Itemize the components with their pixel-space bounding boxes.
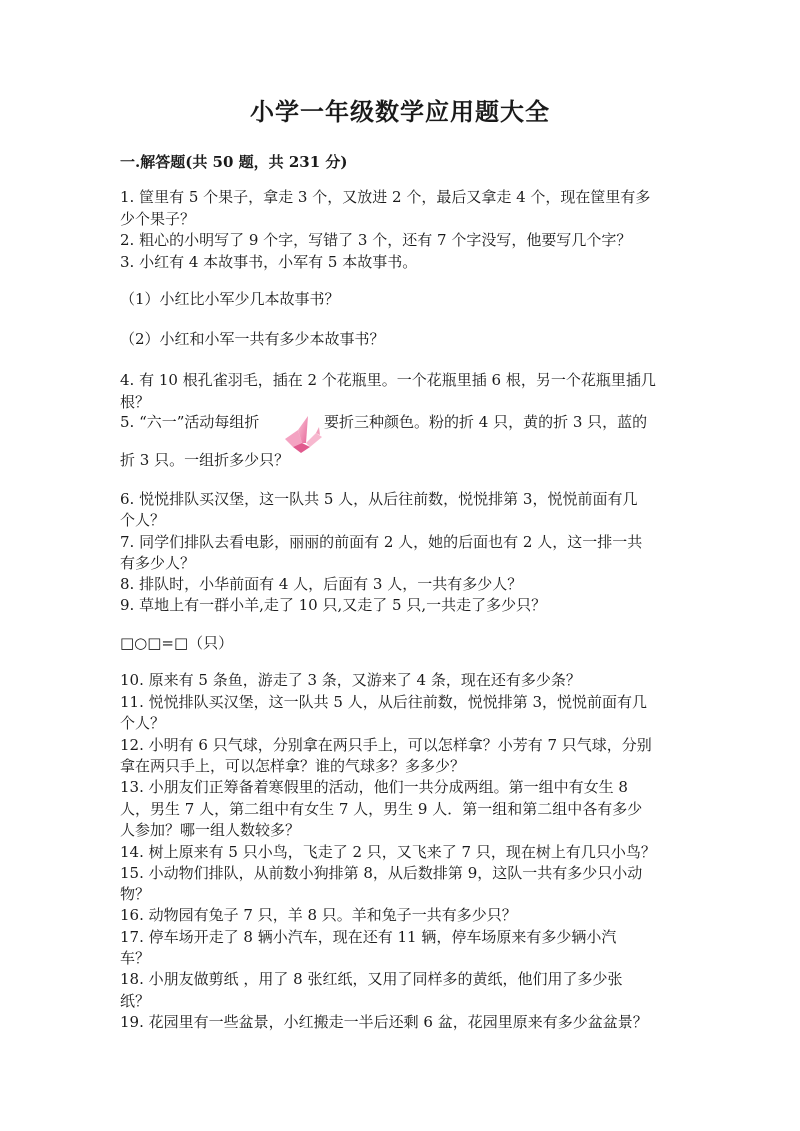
question-line: 18. 小朋友做剪纸 ，用了 8 张红纸，又用了同样多的黄纸，他们用了多少张 xyxy=(120,970,623,988)
question-line: 16. 动物园有兔子 7 只，羊 8 只。羊和兔子一共有多少只？ xyxy=(120,906,517,924)
question-line: 少个果子？ xyxy=(120,210,196,228)
question-line: 折 3 只。一组折多少只？ xyxy=(120,451,290,469)
question-line: 人，男生 7 人，第二组中有女生 7 人，男生 9 人．第一组和第二组中各有多少 xyxy=(120,800,643,818)
question-line: 有多少人？ xyxy=(120,554,196,572)
question-line: 根？ xyxy=(120,393,151,411)
question-subitem: （1）小红比小军少几本故事书？ xyxy=(120,290,340,308)
section-heading: 一.解答题(共 50 题，共 231 分) xyxy=(120,153,348,171)
question-line: 19. 花园里有一些盆景，小红搬走一半后还剩 6 盆，花园里原来有多少盆盆景？ xyxy=(120,1013,648,1031)
question-line: 4. 有 10 根孔雀羽毛，插在 2 个花瓶里。一个花瓶里插 6 根，另一个花瓶里插几 xyxy=(120,371,656,389)
question-subitem: （2）小红和小军一共有多少本故事书？ xyxy=(120,330,385,348)
question-line: 17. 停车场开走了 8 辆小汽车，现在还有 11 辆，停车场原来有多少辆小汽 xyxy=(120,928,617,946)
question-line: 15. 小动物们排队，从前数小狗排第 8，从后数排第 9，这队一共有多少只小动 xyxy=(120,864,643,882)
question-line: 8. 排队时，小华前面有 4 人，后面有 3 人，一共有多少人？ xyxy=(120,575,523,593)
question-line: 12. 小明有 6 只气球，分别拿在两只手上，可以怎样拿？小芳有 7 只气球，分别 xyxy=(120,736,652,754)
answer-template: □○□=□（只） xyxy=(120,634,234,652)
question-line: 10. 原来有 5 条鱼，游走了 3 条，又游来了 4 条，现在还有多少条？ xyxy=(120,671,581,689)
question-line: 拿在两只手上，可以怎样拿？谁的气球多？多多少？ xyxy=(120,757,466,775)
page-title: 小学一年级数学应用题大全 xyxy=(250,97,550,126)
question-line: 9. 草地上有一群小羊,走了 10 只,又走了 5 只,一共走了多少只？ xyxy=(120,596,547,614)
question-line: 2. 粗心的小明写了 9 个字，写错了 3 个，还有 7 个字没写，他要写几个字？ xyxy=(120,231,632,249)
question-line: 6. 悦悦排队买汉堡，这一队共 5 人，从后往前数，悦悦排第 3，悦悦前面有几 xyxy=(120,490,638,508)
question-line: 个人？ xyxy=(120,714,166,732)
question-line: 个人？ xyxy=(120,511,166,529)
question-line: 1. 筐里有 5 个果子，拿走 3 个，又放进 2 个，最后又拿走 4 个，现在筐里有多 xyxy=(120,188,651,206)
question-line: 11. 悦悦排队买汉堡，这一队共 5 人，从后往前数，悦悦排第 3，悦悦前面有几 xyxy=(120,693,648,711)
question-line: 13. 小朋友们正筹备着寒假里的活动，他们一共分成两组。第一组中有女生 8 xyxy=(120,778,628,796)
question-line: 5. “六一”活动每组折 xyxy=(120,413,260,431)
question-line: 人参加？哪一组人数较多？ xyxy=(120,821,301,839)
question-line: 纸？ xyxy=(120,992,151,1010)
question-line: 车？ xyxy=(120,949,151,967)
question-line: 7. 同学们排队去看电影，丽丽的前面有 2 人，她的后面也有 2 人，这一排一共 xyxy=(120,533,643,551)
question-line: 14. 树上原来有 5 只小鸟，飞走了 2 只，又飞来了 7 只，现在树上有几只小鸟？ xyxy=(120,843,656,861)
question-line: 3. 小红有 4 本故事书，小军有 5 本故事书。 xyxy=(120,253,418,271)
question-line: 要折三种颜色。粉的折 4 只，黄的折 3 只，蓝的 xyxy=(324,413,648,431)
question-line: 物？ xyxy=(120,885,151,903)
